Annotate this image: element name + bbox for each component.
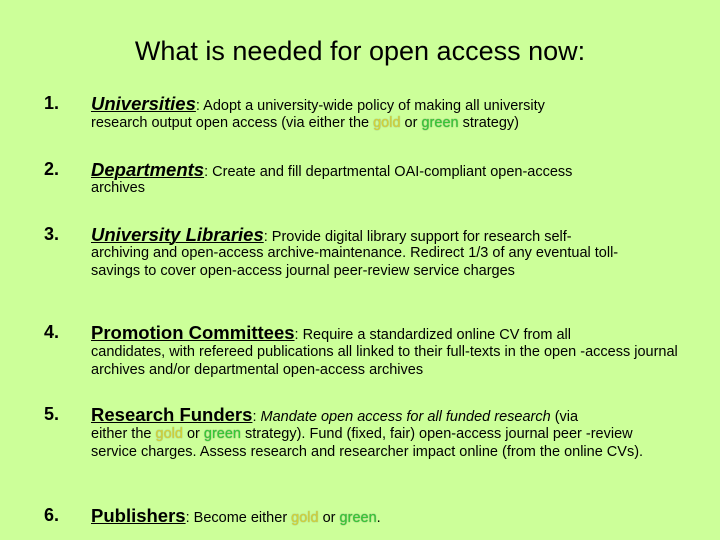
or-text: or [400, 115, 422, 131]
item-first-text: : Provide digital library support for research self- [263, 229, 572, 245]
item-body [91, 115, 691, 133]
item-first-text: : [252, 409, 261, 425]
item-end-text: . [376, 510, 381, 526]
item-first-line [91, 159, 572, 181]
item-body: archiving and open-access archive-maintenance. Redirect 1/3 of any eventual toll-savings to cover open-access journal peer-review service charges [91, 245, 619, 279]
item-first-line [91, 404, 578, 426]
item-first-text: : Create and fill departmental OAI-compliant open-access [204, 164, 573, 180]
item-heading: Departments [91, 159, 205, 180]
or-text: or [182, 426, 204, 442]
item-body [91, 426, 666, 461]
or-text: or [318, 510, 340, 526]
gold-word: gold [155, 426, 183, 442]
item-number: 2. [44, 159, 60, 179]
item-first-line [91, 505, 381, 527]
item-number: 6. [44, 505, 60, 525]
item-number: 1. [44, 93, 60, 113]
item-first-line [91, 93, 545, 115]
item-body-text: strategy) [458, 115, 520, 131]
item-first-text: : Adopt a university-wide policy of making all university [195, 98, 545, 114]
item-first-text: : Require a standardized online CV from all [294, 327, 571, 343]
mandate-text: Mandate open access for all funded research [260, 409, 551, 425]
green-word: green [203, 426, 241, 442]
item-heading: Research Funders [91, 404, 253, 425]
item-first-line [91, 224, 572, 246]
item-body-text: strategy). Fund (fixed, fair) open-access journal peer -review service charges. Assess research and researcher impact online (from the online CVs). [91, 426, 644, 460]
item-heading: Publishers [91, 505, 186, 526]
green-word: green [421, 115, 459, 131]
item-body: archives [91, 180, 145, 196]
item-body: candidates, with refereed publications all linked to their full-texts in the open -access journal archives and/or departmental open-access archives [91, 344, 678, 378]
item-first-line [91, 322, 571, 344]
item-heading: Promotion Committees [91, 322, 295, 343]
item-body-text: research output open access (via either the [91, 115, 374, 131]
item-number: 4. [44, 322, 60, 342]
gold-word: gold [291, 510, 319, 526]
gold-word: gold [373, 115, 401, 131]
item-first-text: (via [550, 409, 579, 425]
item-heading: Universities [91, 93, 196, 114]
slide-title: What is needed for open access now: [134, 36, 586, 66]
green-word: green [339, 510, 377, 526]
item-number: 5. [44, 404, 60, 424]
item-heading: University Libraries [91, 224, 264, 245]
item-first-text: : Become either [185, 510, 292, 526]
item-number: 3. [44, 224, 60, 244]
item-body-text: either the [91, 426, 156, 442]
